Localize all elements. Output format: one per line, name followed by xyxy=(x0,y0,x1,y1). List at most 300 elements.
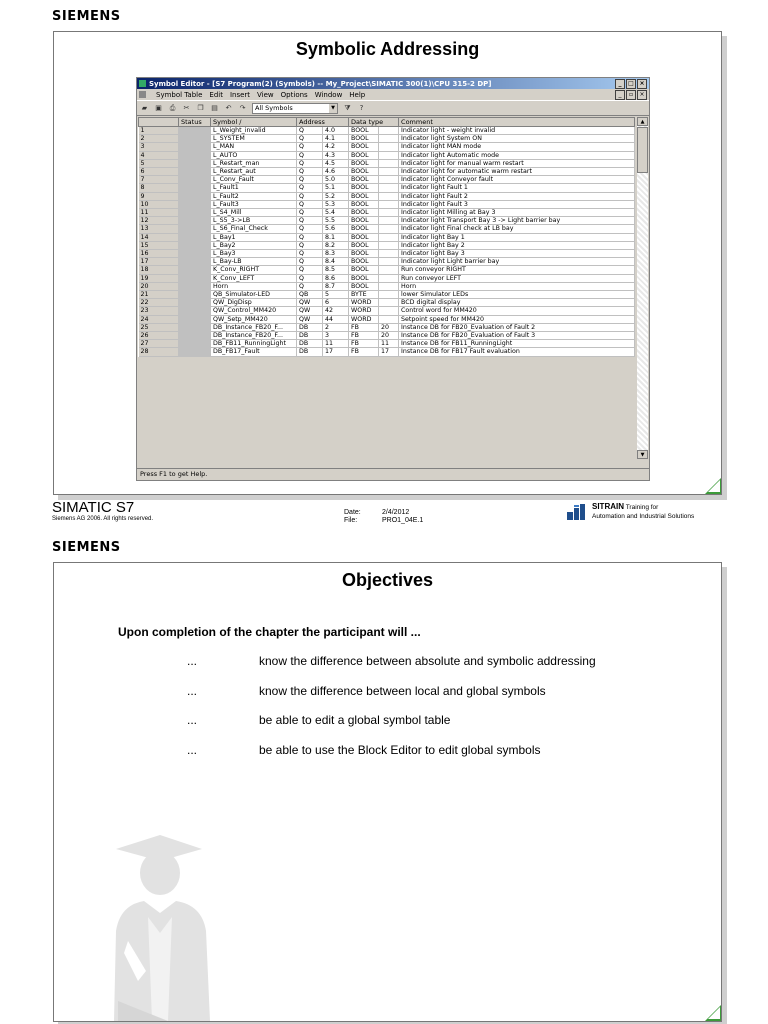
symbol-cell[interactable]: L_Fault3 xyxy=(211,200,297,208)
doc-restore-button[interactable]: ▫ xyxy=(626,90,636,100)
symbol-cell[interactable]: L_S4_Mill xyxy=(211,209,297,217)
data-type-cell[interactable]: BOOL xyxy=(349,176,379,184)
table-row[interactable] xyxy=(139,233,635,241)
address-value-cell[interactable]: 6 xyxy=(323,299,349,307)
status-cell[interactable] xyxy=(179,291,211,299)
header-symbol[interactable]: Symbol / xyxy=(211,118,297,127)
data-type-number-cell[interactable] xyxy=(379,282,399,290)
table-row[interactable] xyxy=(139,291,635,299)
row-number[interactable]: 1 xyxy=(139,127,179,135)
status-cell[interactable] xyxy=(179,192,211,200)
table-row[interactable] xyxy=(139,135,635,143)
symbol-cell[interactable]: L_MAN xyxy=(211,143,297,151)
data-type-number-cell[interactable] xyxy=(379,250,399,258)
address-type-cell[interactable]: QW xyxy=(297,299,323,307)
comment-cell[interactable]: Instance DB for FB17 Fault evaluation xyxy=(399,348,635,356)
address-value-cell[interactable]: 42 xyxy=(323,307,349,315)
objective-item xyxy=(187,713,450,727)
table-row[interactable] xyxy=(139,143,635,151)
comment-cell[interactable]: Run conveyor RIGHT xyxy=(399,266,635,274)
status-cell[interactable] xyxy=(179,299,211,307)
footer-product: SIMATIC S7 xyxy=(52,499,135,516)
symbol-cell[interactable]: Horn xyxy=(211,282,297,290)
comment-cell[interactable]: Indicator light Conveyor fault xyxy=(399,176,635,184)
data-type-cell[interactable]: BOOL xyxy=(349,135,379,143)
comment-cell[interactable]: Setpoint speed for MM420 xyxy=(399,315,635,323)
address-value-cell[interactable]: 11 xyxy=(323,340,349,348)
status-cell[interactable] xyxy=(179,184,211,192)
row-number[interactable]: 4 xyxy=(139,151,179,159)
address-value-cell[interactable]: 4.5 xyxy=(323,159,349,167)
table-row[interactable] xyxy=(139,274,635,282)
symbol-cell[interactable]: QW_Control_MM420 xyxy=(211,307,297,315)
header-comment[interactable]: Comment xyxy=(399,118,635,127)
address-value-cell[interactable]: 8.7 xyxy=(323,282,349,290)
status-cell[interactable] xyxy=(179,307,211,315)
symbol-cell[interactable]: L_Bay2 xyxy=(211,241,297,249)
row-number[interactable]: 2 xyxy=(139,135,179,143)
maximize-button[interactable]: □ xyxy=(626,79,636,89)
copy-icon[interactable]: ❐ xyxy=(197,103,204,112)
status-cell[interactable] xyxy=(179,151,211,159)
header-address[interactable]: Address xyxy=(297,118,349,127)
comment-cell[interactable]: Instance DB for FB20_Evaluation of Fault 3 xyxy=(399,332,635,340)
row-number[interactable]: 23 xyxy=(139,307,179,315)
table-header-row xyxy=(139,118,635,127)
address-type-cell[interactable]: Q xyxy=(297,241,323,249)
symbol-cell[interactable]: L_SYSTEM xyxy=(211,135,297,143)
data-type-cell[interactable]: BOOL xyxy=(349,274,379,282)
comment-cell[interactable]: Indicator light Fault 2 xyxy=(399,192,635,200)
menu-view[interactable]: View xyxy=(257,90,274,99)
table-row[interactable] xyxy=(139,315,635,323)
data-type-cell[interactable]: BOOL xyxy=(349,209,379,217)
comment-cell[interactable]: Horn xyxy=(399,282,635,290)
objective-item xyxy=(187,654,596,668)
address-type-cell[interactable]: Q xyxy=(297,127,323,135)
row-number[interactable]: 17 xyxy=(139,258,179,266)
table-row[interactable] xyxy=(139,176,635,184)
table-row[interactable] xyxy=(139,217,635,225)
comment-cell[interactable]: Indicator light System ON xyxy=(399,135,635,143)
data-type-number-cell[interactable] xyxy=(379,135,399,143)
address-type-cell[interactable]: DB xyxy=(297,323,323,331)
data-type-number-cell[interactable] xyxy=(379,299,399,307)
data-type-cell[interactable]: BOOL xyxy=(349,225,379,233)
table-row[interactable] xyxy=(139,348,635,356)
status-cell[interactable] xyxy=(179,282,211,290)
data-type-cell[interactable]: BOOL xyxy=(349,184,379,192)
menu-window[interactable]: Window xyxy=(314,90,343,99)
status-cell[interactable] xyxy=(179,258,211,266)
comment-cell[interactable]: Instance DB for FB20_Evaluation of Fault 2 xyxy=(399,323,635,331)
data-type-number-cell[interactable] xyxy=(379,127,399,135)
data-type-cell[interactable]: WORD xyxy=(349,315,379,323)
symbol-cell[interactable]: L_Bay3 xyxy=(211,250,297,258)
status-cell[interactable] xyxy=(179,135,211,143)
objective-bullet: ... xyxy=(187,684,198,698)
data-type-cell[interactable]: BOOL xyxy=(349,200,379,208)
status-cell[interactable] xyxy=(179,241,211,249)
data-type-cell[interactable]: BOOL xyxy=(349,159,379,167)
address-type-cell[interactable]: Q xyxy=(297,282,323,290)
table-row[interactable] xyxy=(139,299,635,307)
symbol-cell[interactable]: L_Restart_man xyxy=(211,159,297,167)
objective-text: be able to use the Block Editor to edit global symbols xyxy=(259,743,541,757)
comment-cell[interactable]: Indicator light Fault 3 xyxy=(399,200,635,208)
menu-edit[interactable]: Edit xyxy=(209,90,223,99)
address-type-cell[interactable]: Q xyxy=(297,266,323,274)
data-type-number-cell[interactable] xyxy=(379,258,399,266)
scroll-up-arrow-icon[interactable]: ▲ xyxy=(637,117,648,126)
data-type-cell[interactable]: BOOL xyxy=(349,241,379,249)
data-type-number-cell[interactable] xyxy=(379,184,399,192)
header-data-type[interactable]: Data type xyxy=(349,118,399,127)
table-row[interactable] xyxy=(139,250,635,258)
row-number[interactable]: 19 xyxy=(139,274,179,282)
address-value-cell[interactable]: 8.3 xyxy=(323,250,349,258)
table-row[interactable] xyxy=(139,184,635,192)
data-type-number-cell[interactable] xyxy=(379,307,399,315)
table-row[interactable] xyxy=(139,332,635,340)
row-number[interactable]: 11 xyxy=(139,209,179,217)
doc-minimize-button[interactable]: _ xyxy=(615,90,625,100)
address-type-cell[interactable]: Q xyxy=(297,143,323,151)
print-icon[interactable]: ⎙ xyxy=(169,103,176,112)
address-value-cell[interactable]: 17 xyxy=(323,348,349,356)
comment-cell[interactable]: Indicator light Milling at Bay 3 xyxy=(399,209,635,217)
address-type-cell[interactable]: Q xyxy=(297,135,323,143)
footer-left xyxy=(52,499,153,522)
status-cell[interactable] xyxy=(179,209,211,217)
status-cell[interactable] xyxy=(179,168,211,176)
slide-symbolic-addressing xyxy=(53,31,722,495)
status-cell[interactable] xyxy=(179,250,211,258)
scrollbar-thumb[interactable] xyxy=(637,127,648,173)
address-type-cell[interactable]: Q xyxy=(297,192,323,200)
address-value-cell[interactable]: 4.2 xyxy=(323,143,349,151)
row-number[interactable]: 10 xyxy=(139,200,179,208)
cut-icon[interactable]: ✂ xyxy=(183,103,190,112)
symbol-cell[interactable]: L_S6_Final_Check xyxy=(211,225,297,233)
address-type-cell[interactable]: Q xyxy=(297,184,323,192)
symbol-cell[interactable]: L_Weight_invalid xyxy=(211,127,297,135)
data-type-number-cell[interactable] xyxy=(379,200,399,208)
table-row[interactable] xyxy=(139,241,635,249)
address-type-cell[interactable]: QB xyxy=(297,291,323,299)
row-number[interactable]: 6 xyxy=(139,168,179,176)
status-cell[interactable] xyxy=(179,348,211,356)
menu-insert[interactable]: Insert xyxy=(229,90,251,99)
comment-cell[interactable]: BCD digital display xyxy=(399,299,635,307)
data-type-number-cell[interactable]: 11 xyxy=(379,340,399,348)
address-type-cell[interactable]: Q xyxy=(297,233,323,241)
row-number[interactable]: 22 xyxy=(139,299,179,307)
data-type-number-cell[interactable] xyxy=(379,225,399,233)
address-value-cell[interactable]: 5.0 xyxy=(323,176,349,184)
address-type-cell[interactable]: Q xyxy=(297,258,323,266)
data-type-cell[interactable]: BOOL xyxy=(349,168,379,176)
data-type-cell[interactable]: FB xyxy=(349,340,379,348)
data-type-cell[interactable]: BOOL xyxy=(349,127,379,135)
row-number[interactable]: 13 xyxy=(139,225,179,233)
comment-cell[interactable]: Indicator light Transport Bay 3 -> Light barrier bay xyxy=(399,217,635,225)
data-type-number-cell[interactable] xyxy=(379,217,399,225)
symbol-cell[interactable]: L_Fault2 xyxy=(211,192,297,200)
table-row[interactable] xyxy=(139,151,635,159)
symbol-cell[interactable]: L_Bay1 xyxy=(211,233,297,241)
table-row[interactable] xyxy=(139,209,635,217)
symbol-cell[interactable]: L_S5_3->LB xyxy=(211,217,297,225)
doc-close-button[interactable]: × xyxy=(637,90,647,100)
data-type-cell[interactable]: BOOL xyxy=(349,233,379,241)
status-cell[interactable] xyxy=(179,340,211,348)
data-type-cell[interactable]: FB xyxy=(349,323,379,331)
symbol-cell[interactable]: QW_Setp_MM420 xyxy=(211,315,297,323)
chevron-down-icon: ▼ xyxy=(329,104,337,113)
data-type-number-cell[interactable] xyxy=(379,315,399,323)
comment-cell[interactable]: Control word for MM420 xyxy=(399,307,635,315)
symbol-cell[interactable]: L_Restart_aut xyxy=(211,168,297,176)
comment-cell[interactable]: Indicator light for manual warm restart xyxy=(399,159,635,167)
status-cell[interactable] xyxy=(179,323,211,331)
address-value-cell[interactable]: 5.3 xyxy=(323,200,349,208)
row-number[interactable]: 20 xyxy=(139,282,179,290)
data-type-number-cell[interactable]: 20 xyxy=(379,332,399,340)
data-type-cell[interactable]: BOOL xyxy=(349,266,379,274)
address-type-cell[interactable]: DB xyxy=(297,332,323,340)
undo-icon[interactable]: ↶ xyxy=(225,103,232,112)
table-row[interactable] xyxy=(139,168,635,176)
comment-cell[interactable]: lower Simulator LEDs xyxy=(399,291,635,299)
symbol-cell[interactable]: L_Fault1 xyxy=(211,184,297,192)
filter-icon[interactable]: ⧩ xyxy=(344,103,351,112)
comment-cell[interactable]: Indicator light Fault 1 xyxy=(399,184,635,192)
data-type-number-cell[interactable]: 17 xyxy=(379,348,399,356)
row-number[interactable]: 24 xyxy=(139,315,179,323)
symbol-cell[interactable]: L_Bay-LB xyxy=(211,258,297,266)
data-type-number-cell[interactable] xyxy=(379,291,399,299)
header-status[interactable]: Status xyxy=(179,118,211,127)
address-value-cell[interactable]: 8.2 xyxy=(323,241,349,249)
footer-copyright: Siemens AG 2006. All rights reserved. xyxy=(52,516,154,522)
symbol-cell[interactable]: DB_FB17_Fault xyxy=(211,348,297,356)
row-number[interactable]: 16 xyxy=(139,250,179,258)
comment-cell[interactable]: Indicator light Final check at LB bay xyxy=(399,225,635,233)
data-type-cell[interactable]: WORD xyxy=(349,307,379,315)
address-value-cell[interactable]: 4.0 xyxy=(323,127,349,135)
row-number[interactable]: 12 xyxy=(139,217,179,225)
symbol-cell[interactable]: K_Conv_LEFT xyxy=(211,274,297,282)
data-type-cell[interactable]: BOOL xyxy=(349,250,379,258)
symbol-filter-select[interactable] xyxy=(252,103,338,114)
table-row[interactable] xyxy=(139,323,635,331)
table-row[interactable] xyxy=(139,200,635,208)
status-cell[interactable] xyxy=(179,233,211,241)
row-number[interactable]: 27 xyxy=(139,340,179,348)
address-type-cell[interactable]: DB xyxy=(297,348,323,356)
table-row[interactable] xyxy=(139,225,635,233)
address-type-cell[interactable]: Q xyxy=(297,176,323,184)
symbol-cell[interactable]: L_AUTO xyxy=(211,151,297,159)
table-row[interactable] xyxy=(139,159,635,167)
slide-title: Symbolic Addressing xyxy=(295,39,480,59)
status-cell[interactable] xyxy=(179,200,211,208)
status-cell[interactable] xyxy=(179,176,211,184)
row-number[interactable]: 21 xyxy=(139,291,179,299)
row-number[interactable]: 8 xyxy=(139,184,179,192)
symbol-table xyxy=(138,117,635,357)
comment-cell[interactable]: Indicator light Bay 1 xyxy=(399,233,635,241)
open-folder-icon[interactable]: ▰ xyxy=(141,103,148,112)
symbol-cell[interactable]: DB_Instance_FB20_F... xyxy=(211,323,297,331)
symbol-cell[interactable]: QW_DigDisp xyxy=(211,299,297,307)
address-type-cell[interactable]: Q xyxy=(297,225,323,233)
address-value-cell[interactable]: 2 xyxy=(323,323,349,331)
sitrain-tagline-1: Training for xyxy=(625,504,659,511)
address-value-cell[interactable]: 5.5 xyxy=(323,217,349,225)
data-type-number-cell[interactable] xyxy=(379,192,399,200)
address-value-cell[interactable]: 5.4 xyxy=(323,209,349,217)
data-type-number-cell[interactable] xyxy=(379,266,399,274)
row-number[interactable]: 7 xyxy=(139,176,179,184)
address-value-cell[interactable]: 44 xyxy=(323,315,349,323)
address-type-cell[interactable]: Q xyxy=(297,168,323,176)
address-type-cell[interactable]: QW xyxy=(297,307,323,315)
address-value-cell[interactable]: 8.5 xyxy=(323,266,349,274)
table-row[interactable] xyxy=(139,258,635,266)
comment-cell[interactable]: Indicator light Automatic mode xyxy=(399,151,635,159)
sitrain-branding xyxy=(566,502,694,521)
address-value-cell[interactable]: 8.6 xyxy=(323,274,349,282)
status-cell[interactable] xyxy=(179,143,211,151)
row-number[interactable]: 9 xyxy=(139,192,179,200)
address-value-cell[interactable]: 4.6 xyxy=(323,168,349,176)
comment-cell[interactable]: Indicator light Bay 3 xyxy=(399,250,635,258)
minimize-button[interactable]: _ xyxy=(615,79,625,89)
window-titlebar[interactable] xyxy=(137,78,649,89)
address-value-cell[interactable]: 8.4 xyxy=(323,258,349,266)
redo-icon[interactable]: ↷ xyxy=(239,103,246,112)
address-value-cell[interactable]: 5.2 xyxy=(323,192,349,200)
table-row[interactable] xyxy=(139,307,635,315)
data-type-number-cell[interactable]: 20 xyxy=(379,323,399,331)
close-button[interactable]: × xyxy=(637,79,647,89)
row-number[interactable]: 25 xyxy=(139,323,179,331)
table-row[interactable] xyxy=(139,282,635,290)
data-type-number-cell[interactable] xyxy=(379,241,399,249)
data-type-number-cell[interactable] xyxy=(379,274,399,282)
data-type-cell[interactable]: BOOL xyxy=(349,217,379,225)
context-help-icon[interactable]: ? xyxy=(359,103,364,112)
address-type-cell[interactable]: Q xyxy=(297,250,323,258)
address-value-cell[interactable]: 5.1 xyxy=(323,184,349,192)
status-cell[interactable] xyxy=(179,225,211,233)
address-value-cell[interactable]: 5 xyxy=(323,291,349,299)
address-type-cell[interactable]: Q xyxy=(297,159,323,167)
data-type-cell[interactable]: BOOL xyxy=(349,192,379,200)
row-number[interactable]: 14 xyxy=(139,233,179,241)
vertical-scrollbar[interactable] xyxy=(637,117,648,459)
address-type-cell[interactable]: Q xyxy=(297,151,323,159)
comment-cell[interactable]: Indicator light Bay 2 xyxy=(399,241,635,249)
symbol-cell[interactable]: QB_Simulator-LED xyxy=(211,291,297,299)
symbol-cell[interactable]: DB_FB11_RunningLight xyxy=(211,340,297,348)
address-value-cell[interactable]: 4.3 xyxy=(323,151,349,159)
status-cell[interactable] xyxy=(179,274,211,282)
row-number[interactable]: 3 xyxy=(139,143,179,151)
table-row[interactable] xyxy=(139,266,635,274)
menu-options[interactable]: Options xyxy=(280,90,308,99)
symbol-cell[interactable]: DB_Instance_FB20_F... xyxy=(211,332,297,340)
table-row[interactable] xyxy=(139,192,635,200)
comment-cell[interactable]: Run conveyor LEFT xyxy=(399,274,635,282)
data-type-cell[interactable]: BOOL xyxy=(349,151,379,159)
data-type-number-cell[interactable] xyxy=(379,151,399,159)
data-type-number-cell[interactable] xyxy=(379,159,399,167)
save-icon[interactable]: ▣ xyxy=(155,103,162,112)
status-cell[interactable] xyxy=(179,332,211,340)
comment-cell[interactable]: Indicator light - weight invalid xyxy=(399,127,635,135)
symbol-cell[interactable]: K_Conv_RIGHT xyxy=(211,266,297,274)
address-value-cell[interactable]: 8.1 xyxy=(323,233,349,241)
data-type-cell[interactable]: FB xyxy=(349,348,379,356)
address-value-cell[interactable]: 5.6 xyxy=(323,225,349,233)
address-type-cell[interactable]: Q xyxy=(297,274,323,282)
status-cell[interactable] xyxy=(179,266,211,274)
status-cell[interactable] xyxy=(179,217,211,225)
data-type-number-cell[interactable] xyxy=(379,143,399,151)
data-type-cell[interactable]: FB xyxy=(349,332,379,340)
data-type-cell[interactable]: BOOL xyxy=(349,143,379,151)
symbol-cell[interactable]: L_Conv_Fault xyxy=(211,176,297,184)
table-row[interactable] xyxy=(139,127,635,135)
scroll-down-arrow-icon[interactable]: ▼ xyxy=(637,450,648,459)
comment-cell[interactable]: Indicator light Light barrier bay xyxy=(399,258,635,266)
data-type-cell[interactable]: BOOL xyxy=(349,282,379,290)
row-number[interactable]: 28 xyxy=(139,348,179,356)
paste-icon[interactable]: ▤ xyxy=(211,103,218,112)
menu-symbol-table[interactable]: Symbol Table xyxy=(156,90,203,99)
row-number[interactable]: 5 xyxy=(139,159,179,167)
row-number[interactable]: 15 xyxy=(139,241,179,249)
menu-help[interactable]: Help xyxy=(349,90,366,99)
address-value-cell[interactable]: 3 xyxy=(323,332,349,340)
data-type-number-cell[interactable] xyxy=(379,168,399,176)
data-type-cell[interactable]: BYTE xyxy=(349,291,379,299)
comment-cell[interactable]: Indicator light for automatic warm restart xyxy=(399,168,635,176)
data-type-cell[interactable]: BOOL xyxy=(349,258,379,266)
row-number[interactable]: 18 xyxy=(139,266,179,274)
address-type-cell[interactable]: QW xyxy=(297,315,323,323)
data-type-number-cell[interactable] xyxy=(379,233,399,241)
address-type-cell[interactable]: Q xyxy=(297,209,323,217)
row-number[interactable]: 26 xyxy=(139,332,179,340)
address-type-cell[interactable]: DB xyxy=(297,340,323,348)
data-type-number-cell[interactable] xyxy=(379,176,399,184)
address-type-cell[interactable]: Q xyxy=(297,217,323,225)
data-type-cell[interactable]: WORD xyxy=(349,299,379,307)
address-value-cell[interactable]: 4.1 xyxy=(323,135,349,143)
comment-cell[interactable]: Indicator light MAN mode xyxy=(399,143,635,151)
table-row[interactable] xyxy=(139,340,635,348)
data-type-number-cell[interactable] xyxy=(379,209,399,217)
comment-cell[interactable]: Instance DB for FB11_RunningLight xyxy=(399,340,635,348)
address-type-cell[interactable]: Q xyxy=(297,200,323,208)
status-cell[interactable] xyxy=(179,159,211,167)
status-cell[interactable] xyxy=(179,315,211,323)
status-cell[interactable] xyxy=(179,127,211,135)
